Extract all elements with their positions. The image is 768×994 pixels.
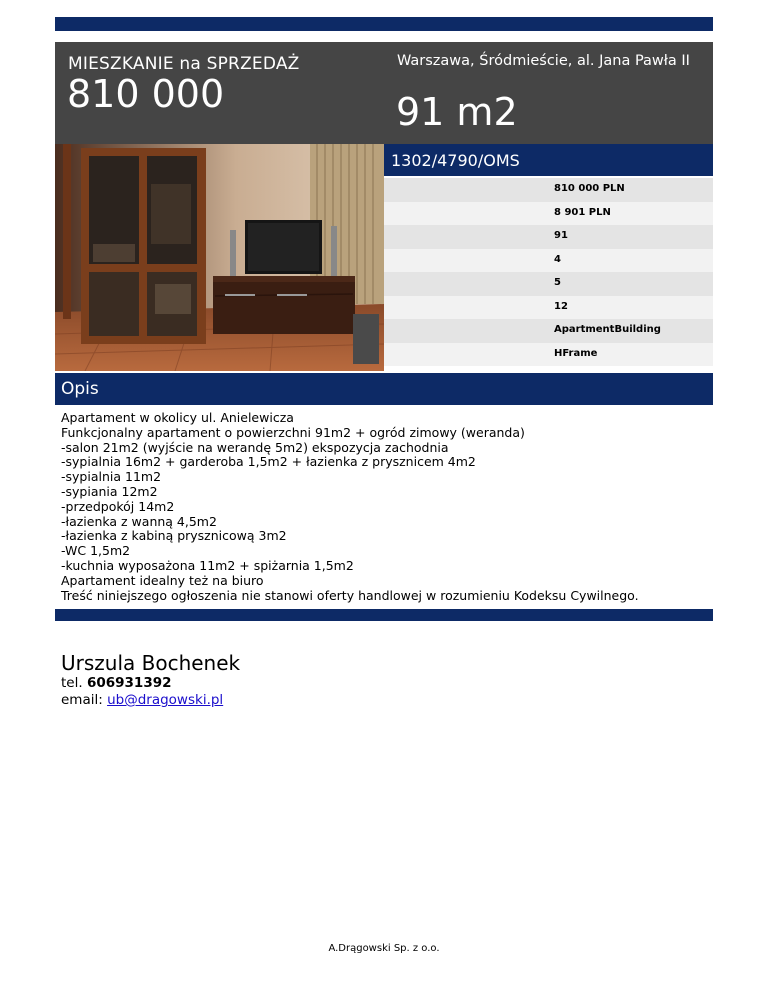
agent-contact <box>61 651 240 709</box>
detail-construction: HFrame <box>554 347 598 359</box>
detail-row <box>384 272 713 296</box>
detail-row <box>384 249 713 273</box>
detail-rooms: 4 <box>554 253 561 265</box>
detail-row <box>384 319 713 343</box>
detail-row <box>384 296 713 320</box>
details-table <box>384 178 713 366</box>
footer-company: A.Drągowski Sp. z o.o. <box>328 943 440 954</box>
description-line: Apartament w okolicy ul. Anielewicza <box>61 410 294 425</box>
detail-row <box>384 343 713 367</box>
description-title: Opis <box>61 379 99 399</box>
description-line: -sypialnia 16m2 + garderoba 1,5m2 + łazienka z prysznicem 4m2 <box>61 454 476 470</box>
detail-building-type: ApartmentBuilding <box>554 324 661 335</box>
description-line: -WC 1,5m2 <box>61 543 131 559</box>
agent-phone-line <box>61 675 240 692</box>
description-line: Treść niniejszego ogłoszenia nie stanowi oferty handlowej w rozumieniu Kodeksu Cywilnego. <box>61 587 639 603</box>
listing-area: 91 m2 <box>396 90 518 134</box>
description-header <box>55 373 713 405</box>
description-line: -sypiania 12m2 <box>61 483 158 499</box>
detail-row <box>384 202 713 226</box>
divider-bar <box>55 609 713 621</box>
listing-address: Warszawa, Śródmieście, al. Jana Pawła II <box>397 53 690 69</box>
detail-price-per-m2: 8 901 PLN <box>554 206 611 218</box>
description-body <box>61 411 711 603</box>
apartment-photo <box>55 144 384 371</box>
detail-floors-total: 12 <box>554 300 568 312</box>
detail-area: 91 <box>554 230 568 241</box>
detail-price: 810 000 PLN <box>554 183 625 194</box>
listing-type: MIESZKANIE na SPRZEDAŻ <box>68 54 300 74</box>
phone-label: tel. <box>61 675 83 691</box>
detail-row <box>384 178 713 202</box>
apartment-photo-image <box>55 144 384 371</box>
description-line: -salon 21m2 (wyjście na werandę 5m2) ekspozycja zachodnia <box>61 439 449 455</box>
description-line: -przedpokój 14m2 <box>61 498 175 514</box>
description-line: -kuchnia wyposażona 11m2 + spiżarnia 1,5m2 <box>61 557 354 573</box>
top-accent-bar <box>55 17 713 31</box>
detail-row <box>384 225 713 249</box>
description-line: -łazienka z kabiną prysznicową 3m2 <box>61 528 287 544</box>
description-line: Apartament idealny też na biuro <box>61 572 264 588</box>
detail-floor: 5 <box>554 277 561 288</box>
agent-phone: 606931392 <box>86 675 172 691</box>
agent-name: Urszula Bochenek <box>61 651 241 675</box>
description-line: -sypialnia 11m2 <box>61 469 162 485</box>
listing-code: 1302/4790/OMS <box>391 151 520 170</box>
email-label: email: <box>61 692 103 708</box>
listing-code-bar <box>384 144 713 176</box>
agent-email-link[interactable]: ub@dragowski.pl <box>107 692 224 708</box>
listing-header <box>55 42 713 144</box>
description-line: Funkcjonalny apartament o powierzchni 91m2 + ogród zimowy (weranda) <box>61 424 525 440</box>
listing-price: 810 000 <box>67 72 225 116</box>
description-line: -łazienka z wanną 4,5m2 <box>61 513 217 529</box>
agent-email-line <box>61 692 240 709</box>
